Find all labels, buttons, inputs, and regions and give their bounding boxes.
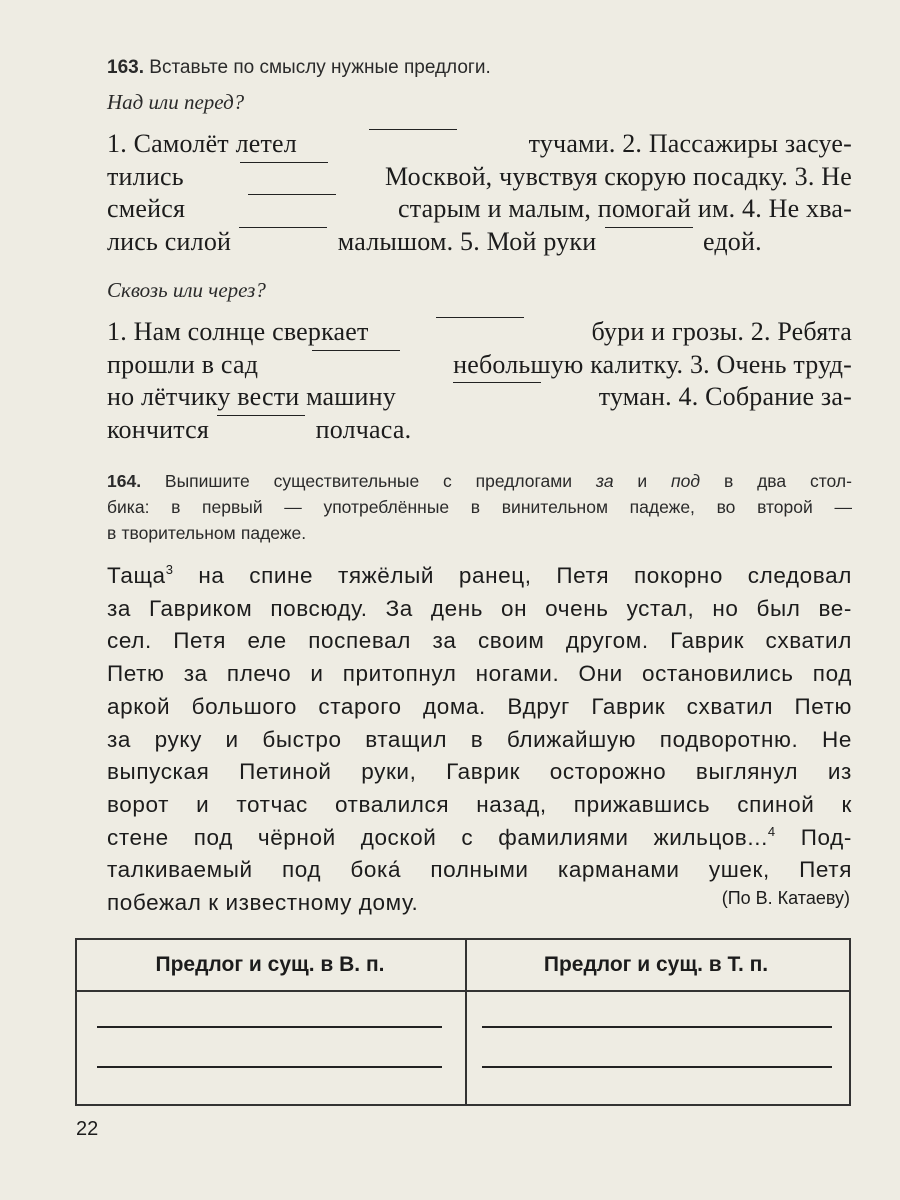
text-word: с [461,824,474,850]
text-line [107,658,852,691]
text-word: карманами [557,857,680,883]
text-word: Гаврик [591,693,666,719]
text-word: Они [578,661,623,687]
sentence-text: кончится [107,414,209,444]
table-header [77,940,849,992]
sentence-text: бури и грозы. 2. Ребята [591,317,852,346]
text-word: тотчас [236,791,308,817]
instruction-word: — [284,497,302,517]
answer-table [75,938,851,1106]
instruction-word: Выпишите [164,471,250,491]
text-word: плечо [226,661,292,687]
text-word: большого [191,693,297,719]
text-word: и [196,791,210,817]
text-word: Под- [800,824,852,850]
sentence-text: малышом. 5. Мой руки [337,226,597,256]
instruction-word: — [834,497,852,517]
sentence-line [107,193,852,226]
text-word: Петиной [239,759,332,785]
column-accusative-header: Предлог и сущ. в В. п. [155,953,385,976]
text-word: под [281,857,322,883]
instruction-word: под [671,471,701,491]
text-word: доской [360,824,437,850]
text-word: другом. [565,628,649,654]
instruction-word: существительные [273,471,420,491]
text-word: еле [247,628,287,654]
instruction-word: и [637,471,648,491]
text-word: побежал [107,890,202,916]
instruction-word: бика: [107,497,150,517]
part1-sentences [107,128,852,258]
text-word: сел. [107,628,152,654]
sentence-text: 1. Нам солнце сверкает [107,317,369,346]
instruction-word: первый [202,497,263,517]
sentence-text: небольшую калитку. 3. Очень труд- [453,349,852,379]
text-line [107,691,852,724]
text-word: Гаврик [670,628,745,654]
sentence-line [107,161,852,194]
answer-line[interactable] [97,1026,442,1028]
text-word: своим [477,628,545,654]
text-word: ногами. [475,661,560,687]
text-word: спине [249,563,314,588]
text-word: ве- [818,595,852,621]
text-word: быстро [262,726,342,752]
exercise-number: 163. [107,57,144,78]
instruction-word: падеже. [240,523,307,543]
text-word: полными [430,857,529,883]
text-word: в [470,726,484,752]
sentence-text: прошли в сад [107,349,259,379]
text-line [107,854,852,887]
text-word: Гаврик [446,759,521,785]
sentence-line [107,226,852,259]
text-word: день [430,595,484,621]
text-line [107,625,852,658]
column-instrumental-header: Предлог и сущ. в Т. п. [543,953,769,976]
sentence-text: едой. [702,226,762,256]
text-word: известному [225,890,353,916]
exercise-164-heading [107,468,852,546]
text-line [107,724,852,757]
instruction-word: творительном [121,523,236,543]
text-word: он [501,595,528,621]
instruction-word: в [723,471,734,491]
text-line [107,822,852,855]
text-word: ближайшую [506,726,637,752]
text-word: аркой [107,693,171,719]
answer-blank[interactable] [217,414,305,416]
sentence-text: Москвой, чувствуя скорую посадку. 3. Не [384,161,852,191]
part2-prompt: Сквозь или через? [107,278,266,302]
text-word: ушек, [708,857,770,883]
text-word: поспевал [308,628,411,654]
page-number: 22 [76,1118,99,1140]
part2-sentences [107,316,852,446]
sentence-line [107,316,852,349]
instruction-word: во [716,497,736,517]
text-word: руку [154,726,202,752]
text-word: отвалился [334,791,450,817]
text-word: за [107,595,132,621]
text-word: остановились [641,661,794,687]
instruction-word: два [757,471,787,491]
sentence-text: туман. 4. Собрание за- [598,382,852,411]
text-word: старого [318,693,402,719]
text-word: к [841,791,852,817]
sentence-text: но лётчику вести машину [107,382,396,411]
text-word: тяжёлый [337,563,435,588]
text-word: покорно [633,563,723,588]
text-line [107,560,852,593]
text-word: Петю [794,693,852,719]
instruction-word: предлогами [475,471,573,491]
sentence-text: старым и малым, помогай им. 4. Не хва- [398,194,852,223]
instruction-word: за [595,471,614,491]
instruction-word: стол- [809,471,852,491]
text-word: жильцов...$^4$ [653,823,776,850]
sentence-text: полчаса. [315,414,412,444]
answer-blank[interactable] [239,226,327,228]
text-word: Петя [799,857,852,883]
sentence-line [107,414,852,447]
instruction-line [107,468,852,494]
answer-blank[interactable] [248,193,336,195]
instruction-word: употреблённые [323,497,450,517]
instruction-word: второй [757,497,813,517]
answer-line[interactable] [97,1066,442,1068]
text-line [107,593,852,626]
instruction-line [107,494,852,520]
text-word: выглянул [695,759,799,785]
instruction-word: с [443,471,452,491]
text-word: Петя [173,628,227,654]
sentence-text: тучами. 2. Пассажиры засуе- [528,129,852,158]
text-word: подворотню. [659,726,799,752]
text-word: очень [545,595,609,621]
text-word: Гавриком [149,595,253,621]
text-word: за [107,726,132,752]
sentence-line [107,349,852,382]
text-word: за [432,628,457,654]
instruction-word: в [107,523,117,543]
answer-line[interactable] [482,1066,832,1068]
text-word: повсюду. [270,595,368,621]
answer-blank[interactable] [605,226,693,228]
text-word: Не [821,726,852,752]
text-word: ворот [107,791,170,817]
text-word: чёрной [257,824,336,850]
text-word: ранец, [458,563,532,588]
answer-blank[interactable] [436,316,524,318]
text-word: втащил [365,726,448,752]
text-word: назад, [476,791,547,817]
text-word: под [193,824,233,850]
text-word: талкиваемый [107,857,253,883]
instruction-word: в [470,497,481,517]
instruction-word: винительном [501,497,608,517]
text-source: (По В. Катаеву) [721,888,850,908]
text-word: под [812,661,852,687]
answer-blank[interactable] [369,128,457,130]
sentence-line [107,128,852,161]
text-word: Вдруг [507,693,570,719]
text-word: стене [107,824,169,850]
text-word: руки, [361,759,417,785]
text-word: дому. [358,890,419,916]
sentence-text: смейся [107,194,186,223]
text-word: спиной [737,791,815,817]
sentence-text: тились [107,161,184,191]
sentence-text: 1. Самолёт летел [107,129,297,158]
text-word: дома. [423,693,486,719]
text-line [107,789,852,822]
text-word: схватил [765,628,852,654]
exercise-163-heading [107,55,491,81]
exercise-number: 164. [107,471,142,491]
exercise-164-text [107,560,852,920]
sentence-text: лись силой [107,226,232,256]
text-word: Таща$^3$ [107,562,174,588]
sentence-line [107,381,852,414]
text-word: бока́ [350,857,402,883]
text-word: осторожно [549,759,667,785]
text-word: был [756,595,801,621]
text-word: схватил [686,693,774,719]
text-word: устал, [626,595,695,621]
text-word: За [385,595,413,621]
text-word: притопнул [342,661,457,687]
text-word: Петя [556,563,610,588]
part1-prompt: Над или перед? [107,90,245,114]
text-word: но [712,595,739,621]
text-word: прижавшись [573,791,711,817]
column-divider [465,940,467,1104]
text-word: из [827,759,852,785]
text-word: на [198,563,225,588]
answer-blank[interactable] [240,161,328,163]
exercise-instruction: Вставьте по смыслу нужные предлоги. [149,57,491,78]
answer-line[interactable] [482,1026,832,1028]
instruction-word: в [171,497,181,517]
text-word: следовал [747,563,852,588]
text-word: и [310,661,324,687]
answer-blank[interactable] [312,349,400,351]
text-word: фамилиями [498,824,629,850]
instruction-line [107,520,852,546]
text-line [107,756,852,789]
text-word: выпуская [107,759,210,785]
text-word: к [208,890,219,916]
text-word: за [183,661,208,687]
text-word: Петю [107,661,165,687]
instruction-word: падеже, [629,497,695,517]
text-word: и [225,726,239,752]
answer-blank[interactable] [453,381,541,383]
